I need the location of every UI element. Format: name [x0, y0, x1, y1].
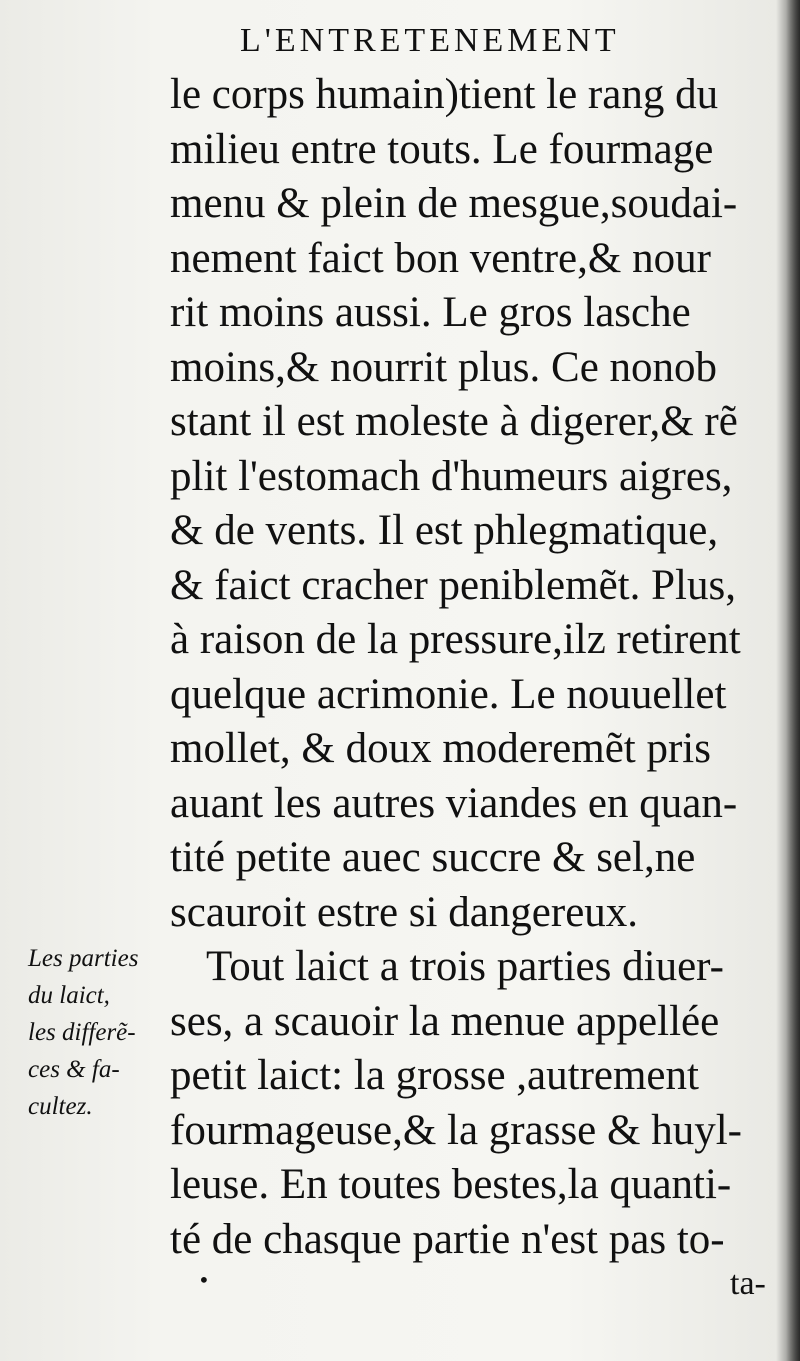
text-line: leuse. En toutes bestes,la quanti- [170, 1161, 732, 1208]
text-line: mollet, & doux moderemẽt pris [170, 725, 711, 772]
catchword: ta- [730, 1265, 766, 1302]
text-line: ses, a scauoir la menue appellée [170, 997, 720, 1045]
text-line: moins,& nourrit plus. Ce nonob [170, 343, 718, 391]
marginal-note-line: les differẽ- [28, 1019, 136, 1046]
text-line: stant il est moleste à digerer,& rẽ [170, 398, 738, 445]
text-line: menu & plein de mesgue,soudai- [170, 180, 738, 227]
text-line: nement faict bon ventre,& nour [170, 234, 711, 282]
paragraph-start-line: Tout laict a trois parties diuer- [206, 943, 724, 990]
text-line: fourmageuse,& la grasse & huyl- [170, 1106, 742, 1154]
marginal-note-line: ces & fa- [28, 1056, 120, 1083]
running-head: L'ENTRETENEMENT [240, 22, 620, 59]
text-line: & de vents. Il est phlegmatique, [170, 507, 719, 554]
text-line: auant les autres viandes en quan- [170, 779, 738, 827]
marginal-note [28, 940, 178, 1125]
marginal-note-line: Les parties [28, 945, 139, 972]
text-line: rit moins aussi. Le gros lasche [170, 289, 691, 336]
text-line: à raison de la pressure,ilz retirent [170, 616, 741, 663]
spine-shadow [786, 0, 800, 1361]
text-line: quelque acrimonie. Le nouuellet [170, 670, 727, 718]
main-text-block [170, 68, 770, 1267]
text-line: tité petite auec succre & sel,ne [170, 834, 696, 881]
ink-speck: • [198, 1268, 210, 1292]
marginal-note-line: cultez. [28, 1093, 93, 1120]
text-line: petit laict: la grosse ,autrement [170, 1052, 699, 1099]
text-line: & faict cracher peniblemẽt. Plus, [170, 561, 736, 609]
marginal-note-line: du laict, [28, 982, 110, 1009]
text-line: milieu entre touts. Le fourmage [170, 125, 714, 173]
text-line: le corps humain)tient le rang du [170, 71, 719, 118]
text-line: scauroit estre si dangereux. [170, 888, 639, 936]
text-line: té de chasque partie n'est pas to- [170, 1215, 725, 1263]
text-line: plit l'estomach d'humeurs aigres, [170, 452, 733, 500]
